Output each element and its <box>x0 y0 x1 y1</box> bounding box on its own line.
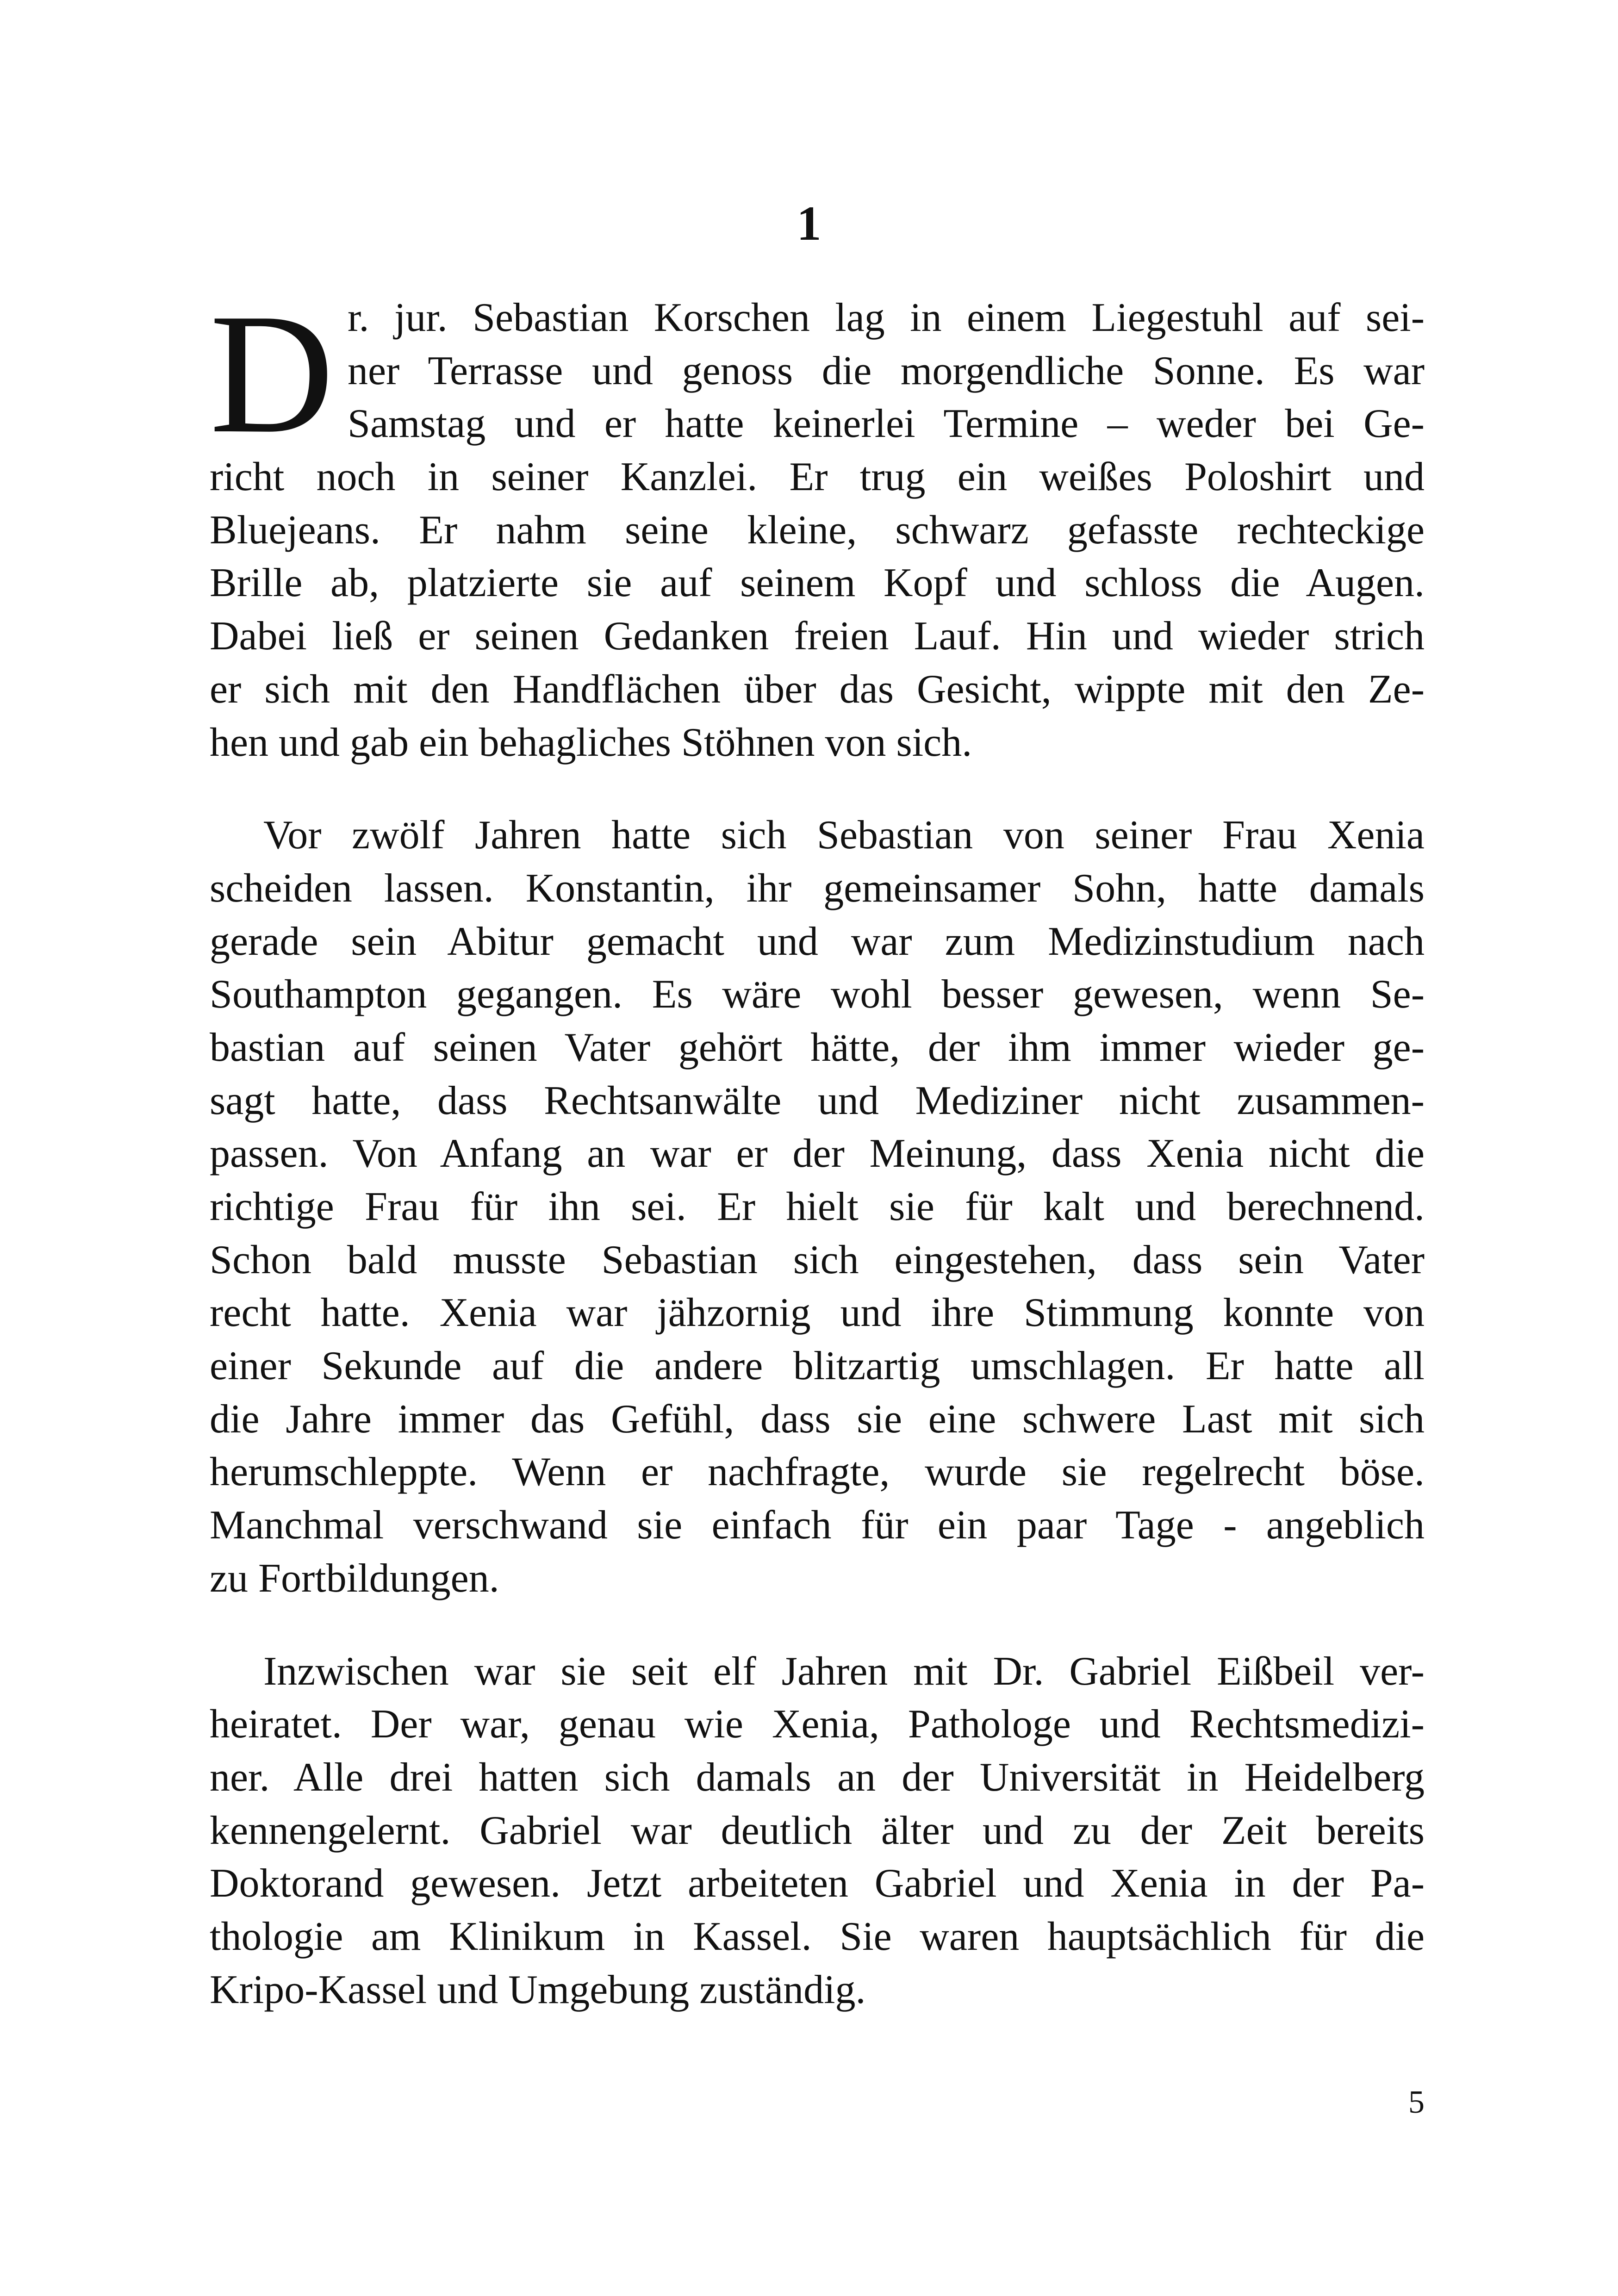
drop-cap: D <box>210 279 334 469</box>
text-line: Kripo-Kassel und Umgebung zuständig. <box>210 1967 866 2012</box>
text-line: herumschleppte. Wenn er nachfragte, wurde sie regelrecht böse. <box>210 1450 1425 1495</box>
text-line: gerade sein Abitur gemacht und war zum Medizinstudium nach <box>210 919 1425 964</box>
text-line: scheiden lassen. Konstantin, ihr gemeinsamer Sohn, hatte damals <box>210 865 1425 911</box>
text-line: passen. Von Anfang an war er der Meinung, dass Xenia nicht die <box>210 1131 1425 1176</box>
text-line: Samstag und er hatte keinerlei Termine – weder bei Ge- <box>348 401 1425 447</box>
text-line: Inzwischen war sie seit elf Jahren mit Dr. Gabriel Eißbeil ver- <box>263 1649 1425 1694</box>
text-line: r. jur. Sebastian Korschen lag in einem Liegestuhl auf sei- <box>348 295 1425 340</box>
text-line: Dabei ließ er seinen Gedanken freien Lauf. Hin und wieder strich <box>210 614 1425 659</box>
body-text <box>210 292 1425 2016</box>
text-line: sagt hatte, dass Rechtsanwälte und Mediziner nicht zusammen- <box>210 1078 1425 1123</box>
page-number: 5 <box>1408 2084 1425 2120</box>
text-line: die Jahre immer das Gefühl, dass sie eine schwere Last mit sich <box>210 1396 1425 1442</box>
text-line: Manchmal verschwand sie einfach für ein paar Tage - angeblich <box>210 1503 1425 1548</box>
text-line: zu Fortbildungen. <box>210 1556 499 1601</box>
text-line: thologie am Klinikum in Kassel. Sie waren hauptsächlich für die <box>210 1914 1425 1959</box>
text-line: heiratet. Der war, genau wie Xenia, Pathologe und Rechtsmedizi- <box>210 1702 1425 1747</box>
text-line: einer Sekunde auf die andere blitzartig umschlagen. Er hatte all <box>210 1344 1425 1389</box>
text-line: Vor zwölf Jahren hatte sich Sebastian von seiner Frau Xenia <box>263 813 1425 858</box>
text-line: kennengelernt. Gabriel war deutlich älter und zu der Zeit bereits <box>210 1808 1425 1853</box>
text-line: Doktorand gewesen. Jetzt arbeiteten Gabriel und Xenia in der Pa- <box>210 1861 1425 1906</box>
text-line: recht hatte. Xenia war jähzornig und ihre Stimmung konnte von <box>210 1290 1425 1336</box>
text-line: ner Terrasse und genoss die morgendliche Sonne. Es war <box>348 348 1425 393</box>
text-line: er sich mit den Handflächen über das Gesicht, wippte mit den Ze- <box>210 666 1425 712</box>
paragraph-2 <box>210 809 1425 1605</box>
paragraph-1 <box>210 292 1425 769</box>
text-line: ner. Alle drei hatten sich damals an der Universität in Heidelberg <box>210 1755 1425 1800</box>
text-line: richtige Frau für ihn sei. Er hielt sie für kalt und berechnend. <box>210 1184 1425 1229</box>
text-line: Southampton gegangen. Es wäre wohl besser gewesen, wenn Se- <box>210 972 1425 1017</box>
text-line: hen und gab ein behagliches Stöhnen von sich. <box>210 720 972 765</box>
text-line: Schon bald musste Sebastian sich eingestehen, dass sein Vater <box>210 1237 1425 1282</box>
text-line: bastian auf seinen Vater gehört hätte, der ihm immer wieder ge- <box>210 1025 1425 1070</box>
text-line: Brille ab, platzierte sie auf seinem Kopf und schloss die Augen. <box>210 560 1425 606</box>
text-line: Bluejeans. Er nahm seine kleine, schwarz gefasste rechteckige <box>210 507 1425 553</box>
paragraph-3 <box>210 1645 1425 2017</box>
chapter-number: 1 <box>797 196 821 250</box>
text-line: richt noch in seiner Kanzlei. Er trug ein weißes Poloshirt und <box>210 454 1425 500</box>
